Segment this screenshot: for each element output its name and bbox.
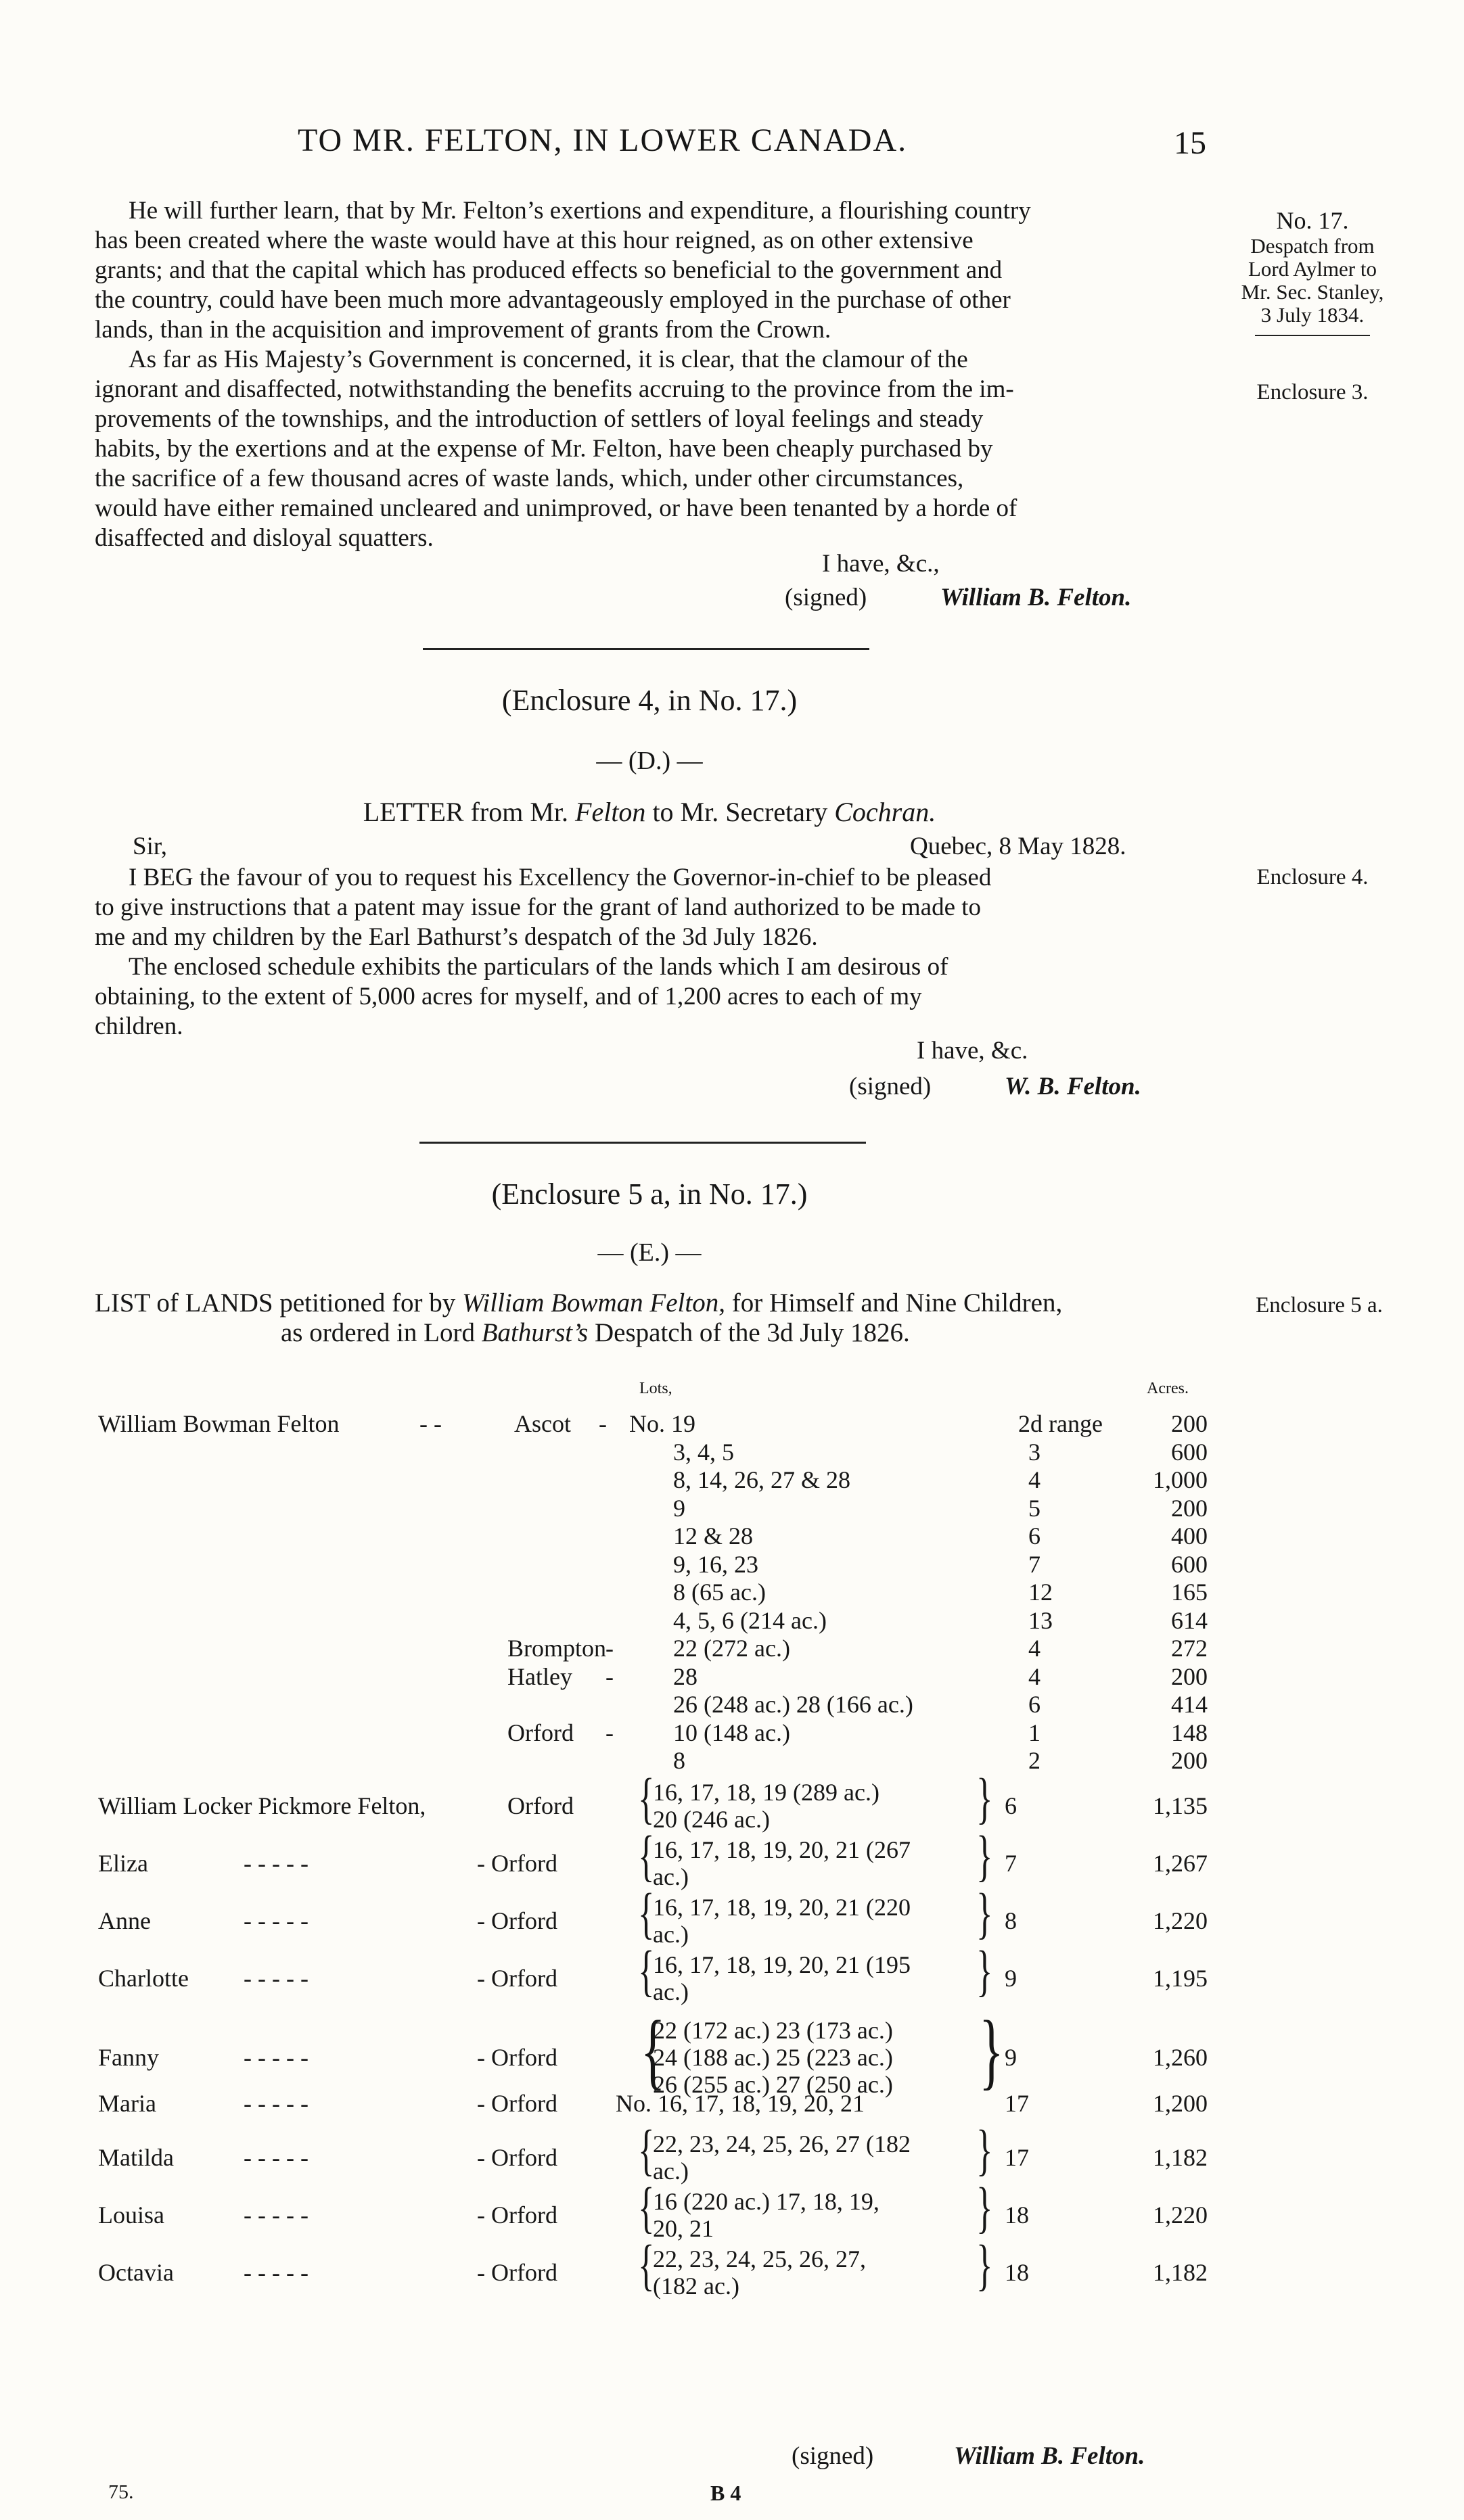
lots-cell: 8, 14, 26, 27 & 28 bbox=[673, 1466, 851, 1493]
text-line: provements of the townships, and the introduction of settlers of loyal feelings and steady bbox=[95, 405, 984, 433]
acres-cell: 1,220 bbox=[1153, 1907, 1208, 1934]
margin-note-despatch bbox=[1211, 206, 1414, 336]
brace-right: } bbox=[976, 2176, 993, 2239]
text-line: The enclosed schedule exhibits the particulars of the lands which I am desirous of bbox=[129, 953, 948, 981]
lots-cell: 8 (65 ac.) bbox=[673, 1579, 766, 1606]
text-line: children. bbox=[95, 1012, 183, 1040]
text-line: As far as His Majesty’s Government is concerned, it is clear, that the clamour of the bbox=[129, 346, 968, 373]
enclosure-3-text bbox=[95, 196, 1197, 553]
margin-doc-desc-3: Mr. Sec. Stanley, bbox=[1241, 280, 1384, 304]
range-cell: 4 bbox=[1028, 1663, 1040, 1690]
brace-right: } bbox=[976, 2119, 993, 2182]
dash-leader: - - - - - bbox=[244, 1850, 308, 1877]
signed-label: (signed) bbox=[849, 1073, 932, 1100]
text-line: the sacrifice of a few thousand acres of waste lands, which, under other circumstances, bbox=[95, 465, 964, 492]
range-cell: 4 bbox=[1028, 1635, 1040, 1662]
brace-left: { bbox=[638, 1940, 655, 2003]
list-title bbox=[95, 1288, 1204, 1348]
township-cell: - Orford bbox=[477, 1850, 557, 1877]
township-cell: Orford bbox=[507, 1719, 574, 1746]
list-title-name: William Bowman Felton, bbox=[462, 1288, 725, 1317]
range-cell: 6 bbox=[1028, 1522, 1040, 1549]
text-line: grants; and that the capital which has produced effects so beneficial to the government and bbox=[95, 256, 1003, 284]
township-cell: - Orford bbox=[477, 2090, 557, 2117]
range-cell: 2 bbox=[1028, 1747, 1040, 1774]
acres-cell: 200 bbox=[1171, 1495, 1208, 1522]
lots-cell: 16, 17, 18, 19 (289 ac.) bbox=[653, 1779, 879, 1806]
page-number: 15 bbox=[1174, 125, 1206, 161]
list-title-line2b: Despatch of the 3d July 1826. bbox=[594, 1318, 910, 1347]
brace-left: { bbox=[638, 1882, 655, 1945]
range-cell: 17 bbox=[1005, 2090, 1029, 2117]
range-cell: 6 bbox=[1005, 1792, 1017, 1819]
letter-title-lead: LETTER from Mr. bbox=[363, 797, 569, 827]
letter-title-to: Cochran. bbox=[834, 797, 936, 827]
acres-cell: 1,200 bbox=[1153, 2090, 1208, 2117]
acres-cell: 600 bbox=[1171, 1551, 1208, 1578]
lots-cell: ac.) bbox=[653, 1863, 689, 1890]
township-cell: Hatley bbox=[507, 1663, 572, 1690]
range-cell: 12 bbox=[1028, 1579, 1053, 1606]
letter-title bbox=[0, 796, 1299, 828]
lots-cell: ac.) bbox=[653, 1921, 689, 1948]
signed-label: (signed) bbox=[792, 2442, 874, 2470]
range-cell: 9 bbox=[1005, 2044, 1017, 2071]
signed-label: (signed) bbox=[785, 584, 867, 611]
brace-left: { bbox=[638, 1825, 655, 1888]
dash-leader: - - - - - bbox=[244, 2201, 308, 2229]
text-line: ignorant and disaffected, notwithstanding the benefits accruing to the province from the im- bbox=[95, 375, 1014, 403]
acres-cell: 414 bbox=[1171, 1691, 1208, 1718]
township-cell: - Orford bbox=[477, 2144, 557, 2171]
acres-cell: 1,267 bbox=[1153, 1850, 1208, 1877]
lots-cell: 16 (220 ac.) 17, 18, 19, bbox=[653, 2188, 879, 2215]
range-cell: 18 bbox=[1005, 2201, 1029, 2229]
text-line: I BEG the favour of you to request his Excellency the Governor-in-chief to be pleased bbox=[129, 864, 992, 891]
footer-mark-left: 75. bbox=[108, 2481, 134, 2503]
brace-left: { bbox=[638, 2119, 655, 2182]
acres-cell: 1,000 bbox=[1153, 1466, 1208, 1493]
closing-enclosure-3: I have, &c., bbox=[822, 550, 940, 578]
margin-enclosure-3: Enclosure 3. bbox=[1256, 380, 1369, 404]
lots-cell: 26 (248 ac.) 28 (166 ac.) bbox=[673, 1691, 913, 1718]
range-cell: 5 bbox=[1028, 1495, 1040, 1522]
acres-cell: 200 bbox=[1171, 1663, 1208, 1690]
range-cell: 1 bbox=[1028, 1719, 1040, 1746]
lots-cell: No. 16, 17, 18, 19, 20, 21 bbox=[616, 2090, 865, 2117]
child-name: William Locker Pickmore Felton, bbox=[98, 1792, 426, 1819]
text-line: lands, than in the acquisition and improvement of grants from the Crown. bbox=[95, 316, 831, 344]
list-title-line2-name: Bathurst’s bbox=[481, 1318, 589, 1347]
section-rule bbox=[419, 1142, 866, 1144]
township-cell: - Orford bbox=[477, 2044, 557, 2071]
lots-cell: 26 (255 ac.) 27 (250 ac.) bbox=[653, 2071, 893, 2098]
acres-cell: 614 bbox=[1171, 1607, 1208, 1634]
letter-title-from: Felton bbox=[575, 797, 646, 827]
lots-cell: No. 19 bbox=[629, 1410, 695, 1437]
acres-cell: 1,135 bbox=[1153, 1792, 1208, 1819]
dash-leader: - - - - - bbox=[244, 2044, 308, 2071]
margin-doc-desc-1: Despatch from bbox=[1250, 234, 1375, 258]
lots-cell: 16, 17, 18, 19, 20, 21 (267 bbox=[653, 1836, 911, 1863]
brace-left: { bbox=[638, 2176, 655, 2239]
signature: W. B. Felton. bbox=[1005, 1073, 1141, 1100]
child-name: Octavia bbox=[98, 2259, 174, 2286]
child-name: Fanny bbox=[98, 2044, 159, 2071]
margin-doc-desc-4: 3 July 1834. bbox=[1260, 303, 1365, 327]
township-cell: - Orford bbox=[477, 2259, 557, 2286]
range-cell: 17 bbox=[1005, 2144, 1029, 2171]
margin-divider bbox=[1255, 335, 1370, 336]
list-title-lead: LIST of LANDS petitioned for by bbox=[95, 1288, 456, 1317]
child-name: Maria bbox=[98, 2090, 156, 2117]
dash-leader: - bbox=[605, 1719, 614, 1746]
acres-cell: 272 bbox=[1171, 1635, 1208, 1662]
acres-cell: 1,260 bbox=[1153, 2044, 1208, 2071]
range-cell: 7 bbox=[1005, 1850, 1017, 1877]
child-name: Charlotte bbox=[98, 1965, 189, 1992]
lots-cell: 9, 16, 23 bbox=[673, 1551, 758, 1578]
township-cell: - Orford bbox=[477, 1907, 557, 1934]
text-line: to give instructions that a patent may issue for the grant of land authorized to be made to bbox=[95, 893, 982, 921]
margin-enclosure-5a: Enclosure 5 a. bbox=[1256, 1293, 1383, 1317]
range-cell: 2d range bbox=[1018, 1410, 1103, 1437]
dash-leader: - - - - - bbox=[244, 1907, 308, 1934]
text-line: obtaining, to the extent of 5,000 acres for myself, and of 1,200 acres to each of my bbox=[95, 983, 922, 1010]
section-rule bbox=[423, 648, 869, 650]
text-line: the country, could have been much more advantageously employed in the purchase of other bbox=[95, 286, 1011, 314]
closing-enclosure-4: I have, &c. bbox=[917, 1037, 1028, 1065]
letter-title-mid: to Mr. Secretary bbox=[652, 797, 828, 827]
child-name: Eliza bbox=[98, 1850, 148, 1877]
township-cell: - Orford bbox=[477, 2201, 557, 2229]
dash-leader: - - - - - bbox=[244, 2144, 308, 2171]
margin-doc-number: No. 17. bbox=[1276, 207, 1349, 234]
brace-right: } bbox=[979, 2004, 1004, 2098]
brace-left: { bbox=[641, 2004, 666, 2098]
range-cell: 6 bbox=[1028, 1691, 1040, 1718]
column-header-acres: Acres. bbox=[1147, 1380, 1189, 1397]
margin-enclosure-4: Enclosure 4. bbox=[1256, 865, 1369, 889]
range-cell: 18 bbox=[1005, 2259, 1029, 2286]
lots-cell: (182 ac.) bbox=[653, 2272, 739, 2300]
lots-cell: 28 bbox=[673, 1663, 697, 1690]
lots-cell: 22 (272 ac.) bbox=[673, 1635, 790, 1662]
lots-cell: 22 (172 ac.) 23 (173 ac.) bbox=[653, 2017, 893, 2044]
enclosure-4-heading: (Enclosure 4, in No. 17.) bbox=[501, 684, 798, 717]
dash-leader: - - - - - bbox=[244, 2090, 308, 2117]
dash-leader: - bbox=[599, 1410, 607, 1437]
township-cell: Ascot bbox=[514, 1410, 571, 1437]
list-title-line2a: as ordered in Lord bbox=[281, 1318, 475, 1347]
range-cell: 7 bbox=[1028, 1551, 1040, 1578]
brace-left: { bbox=[638, 1767, 655, 1830]
margin-doc-desc-2: Lord Aylmer to bbox=[1248, 257, 1377, 281]
range-cell: 13 bbox=[1028, 1607, 1053, 1634]
child-name: Louisa bbox=[98, 2201, 164, 2229]
brace-right: } bbox=[976, 1825, 993, 1888]
signature-mark: B 4 bbox=[710, 2481, 741, 2505]
acres-cell: 200 bbox=[1171, 1747, 1208, 1774]
acres-cell: 1,182 bbox=[1153, 2144, 1208, 2171]
acres-cell: 165 bbox=[1171, 1579, 1208, 1606]
text-line: has been created where the waste would have at this hour reigned, as on other extensive bbox=[95, 227, 974, 254]
acres-cell: 600 bbox=[1171, 1439, 1208, 1466]
lots-cell: 20, 21 bbox=[653, 2215, 714, 2242]
acres-cell: 1,182 bbox=[1153, 2259, 1208, 2286]
acres-cell: 200 bbox=[1171, 1410, 1208, 1437]
dash-leader: - bbox=[605, 1635, 614, 1662]
dash-leader: - bbox=[605, 1663, 614, 1690]
lots-cell: ac.) bbox=[653, 1978, 689, 2005]
lots-cell: 22, 23, 24, 25, 26, 27 (182 bbox=[653, 2130, 911, 2157]
child-name: Anne bbox=[98, 1907, 151, 1934]
brace-right: } bbox=[976, 1882, 993, 1945]
child-name: Matilda bbox=[98, 2144, 174, 2171]
text-line: He will further learn, that by Mr. Felton’s exertions and expenditure, a flourishing country bbox=[129, 197, 1031, 225]
brace-right: } bbox=[976, 1940, 993, 2003]
salutation: Sir, bbox=[133, 833, 167, 860]
dash-leader: - - - - - bbox=[244, 2259, 308, 2286]
enclosure-4-text bbox=[95, 863, 1197, 1042]
lots-cell: 12 & 28 bbox=[673, 1522, 754, 1549]
lots-cell: 3, 4, 5 bbox=[673, 1439, 734, 1466]
township-cell: Orford bbox=[507, 1792, 574, 1819]
letter-mark-e: — (E.) — bbox=[597, 1238, 702, 1267]
list-title-rest: for Himself and Nine Children, bbox=[731, 1288, 1063, 1317]
acres-cell: 1,195 bbox=[1153, 1965, 1208, 1992]
text-line: me and my children by the Earl Bathurst’s despatch of the 3d July 1826. bbox=[95, 923, 818, 951]
acres-cell: 1,220 bbox=[1153, 2201, 1208, 2229]
lots-cell: 16, 17, 18, 19, 20, 21 (195 bbox=[653, 1951, 911, 1978]
township-cell: - Orford bbox=[477, 1965, 557, 1992]
township-cell: Brompton bbox=[507, 1635, 607, 1662]
signature: William B. Felton. bbox=[954, 2442, 1145, 2470]
running-title: TO MR. FELTON, IN LOWER CANADA. bbox=[298, 122, 908, 158]
enclosure-5a-heading: (Enclosure 5 a, in No. 17.) bbox=[491, 1177, 808, 1211]
letter-mark-d: — (D.) — bbox=[596, 747, 703, 775]
brace-right: } bbox=[976, 2234, 993, 2297]
lots-cell: ac.) bbox=[653, 2157, 689, 2185]
dash-leader: - - - - - bbox=[244, 1965, 308, 1992]
lots-cell: 9 bbox=[673, 1495, 685, 1522]
owner-name: William Bowman Felton bbox=[98, 1410, 340, 1437]
dateline: Quebec, 8 May 1828. bbox=[910, 833, 1126, 860]
lots-cell: 22, 23, 24, 25, 26, 27, bbox=[653, 2245, 866, 2272]
range-cell: 9 bbox=[1005, 1965, 1017, 1992]
range-cell: 4 bbox=[1028, 1466, 1040, 1493]
brace-right: } bbox=[976, 1767, 993, 1830]
lots-cell: 8 bbox=[673, 1747, 685, 1774]
acres-cell: 400 bbox=[1171, 1522, 1208, 1549]
lots-cell: 20 (246 ac.) bbox=[653, 1806, 770, 1833]
dash-leader: - - bbox=[419, 1410, 442, 1437]
page-header bbox=[0, 122, 1464, 169]
brace-left: { bbox=[638, 2234, 655, 2297]
acres-cell: 148 bbox=[1171, 1719, 1208, 1746]
signature: William B. Felton. bbox=[940, 584, 1132, 611]
text-line: would have either remained uncleared and unimproved, or have been tenanted by a horde of bbox=[95, 494, 1017, 522]
range-cell: 3 bbox=[1028, 1439, 1040, 1466]
lots-cell: 4, 5, 6 (214 ac.) bbox=[673, 1607, 827, 1634]
text-line: habits, by the exertions and at the expense of Mr. Felton, have been cheaply purchased by bbox=[95, 435, 993, 463]
column-header-lots: Lots, bbox=[639, 1380, 672, 1397]
lots-cell: 10 (148 ac.) bbox=[673, 1719, 790, 1746]
range-cell: 8 bbox=[1005, 1907, 1017, 1934]
text-line: disaffected and disloyal squatters. bbox=[95, 524, 434, 552]
lots-cell: 16, 17, 18, 19, 20, 21 (220 bbox=[653, 1894, 911, 1921]
lots-cell: 24 (188 ac.) 25 (223 ac.) bbox=[653, 2044, 893, 2071]
